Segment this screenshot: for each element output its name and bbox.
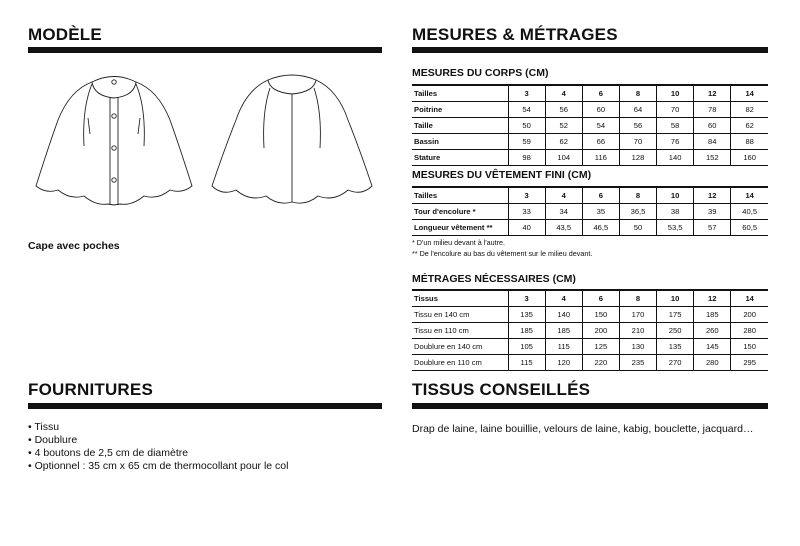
- garment-notes: [412, 237, 592, 259]
- table-header-row: Tailles 3 4 6 8 10 12 14: [412, 85, 768, 102]
- footnote: ** De l'encolure au bas du vêtement sur le milieu devant.: [412, 249, 593, 258]
- table-row: Poitrine 54 56 60 64 70 78 82: [412, 102, 768, 118]
- fabrics-heading-rule: [412, 403, 768, 409]
- table-row: Tissu en 110 cm 185 185 200 210 250 260 280: [412, 323, 768, 339]
- measures-heading-rule: [412, 47, 768, 53]
- list-item: • Tissu: [28, 421, 288, 434]
- model-heading: MODÈLE: [28, 25, 102, 44]
- body-measures-title: MESURES DU CORPS (CM): [412, 67, 549, 79]
- cape-back-illustration: [208, 68, 376, 214]
- measures-heading: MESURES & MÉTRAGES: [412, 25, 618, 44]
- garment-measures-title: MESURES DU VÊTEMENT FINI (CM): [412, 169, 592, 181]
- cape-front-illustration: [30, 68, 198, 214]
- model-caption: Cape avec poches: [28, 240, 120, 252]
- table-header-row: Tissus 3 4 6 8 10 12 14: [412, 290, 768, 307]
- table-row: Tour d'encolure * 33 34 35 36,5 38 39 40,5: [412, 204, 768, 220]
- table-row: Doublure en 140 cm 105 115 125 130 135 145 150: [412, 339, 768, 355]
- list-item: • Doublure: [28, 434, 288, 447]
- table-row: Bassin 59 62 66 70 76 84 88: [412, 134, 768, 150]
- yardage-table: [412, 289, 768, 371]
- list-item: • 4 boutons de 2,5 cm de diamètre: [28, 447, 288, 460]
- table-row: Taille 50 52 54 56 58 60 62: [412, 118, 768, 134]
- fabrics-heading: TISSUS CONSEILLÉS: [412, 380, 591, 399]
- supplies-list: [28, 421, 288, 473]
- table-row: Stature 98 104 116 128 140 152 160: [412, 150, 768, 166]
- table-header-row: Tailles 3 4 6 8 10 12 14: [412, 187, 768, 204]
- supplies-heading: FOURNITURES: [28, 380, 153, 399]
- table-row: Tissu en 140 cm 135 140 150 170 175 185 200: [412, 307, 768, 323]
- table-row: Longueur vêtement ** 40 43,5 46,5 50 53,5 57 60,5: [412, 220, 768, 236]
- fabrics-text: Drap de laine, laine bouillie, velours de laine, kabig, bouclette, jacquard…: [412, 423, 754, 435]
- list-item: • Optionnel : 35 cm x 65 cm de thermocollant pour le col: [28, 460, 288, 473]
- body-measures-table: [412, 84, 768, 166]
- garment-measures-table: [412, 186, 768, 236]
- footnote: * D'un milieu devant à l'autre.: [412, 238, 506, 247]
- yardage-title: MÉTRAGES NÉCESSAIRES (CM): [412, 273, 576, 285]
- supplies-heading-rule: [28, 403, 382, 409]
- model-heading-rule: [28, 47, 382, 53]
- table-row: Doublure en 110 cm 115 120 220 235 270 280 295: [412, 355, 768, 371]
